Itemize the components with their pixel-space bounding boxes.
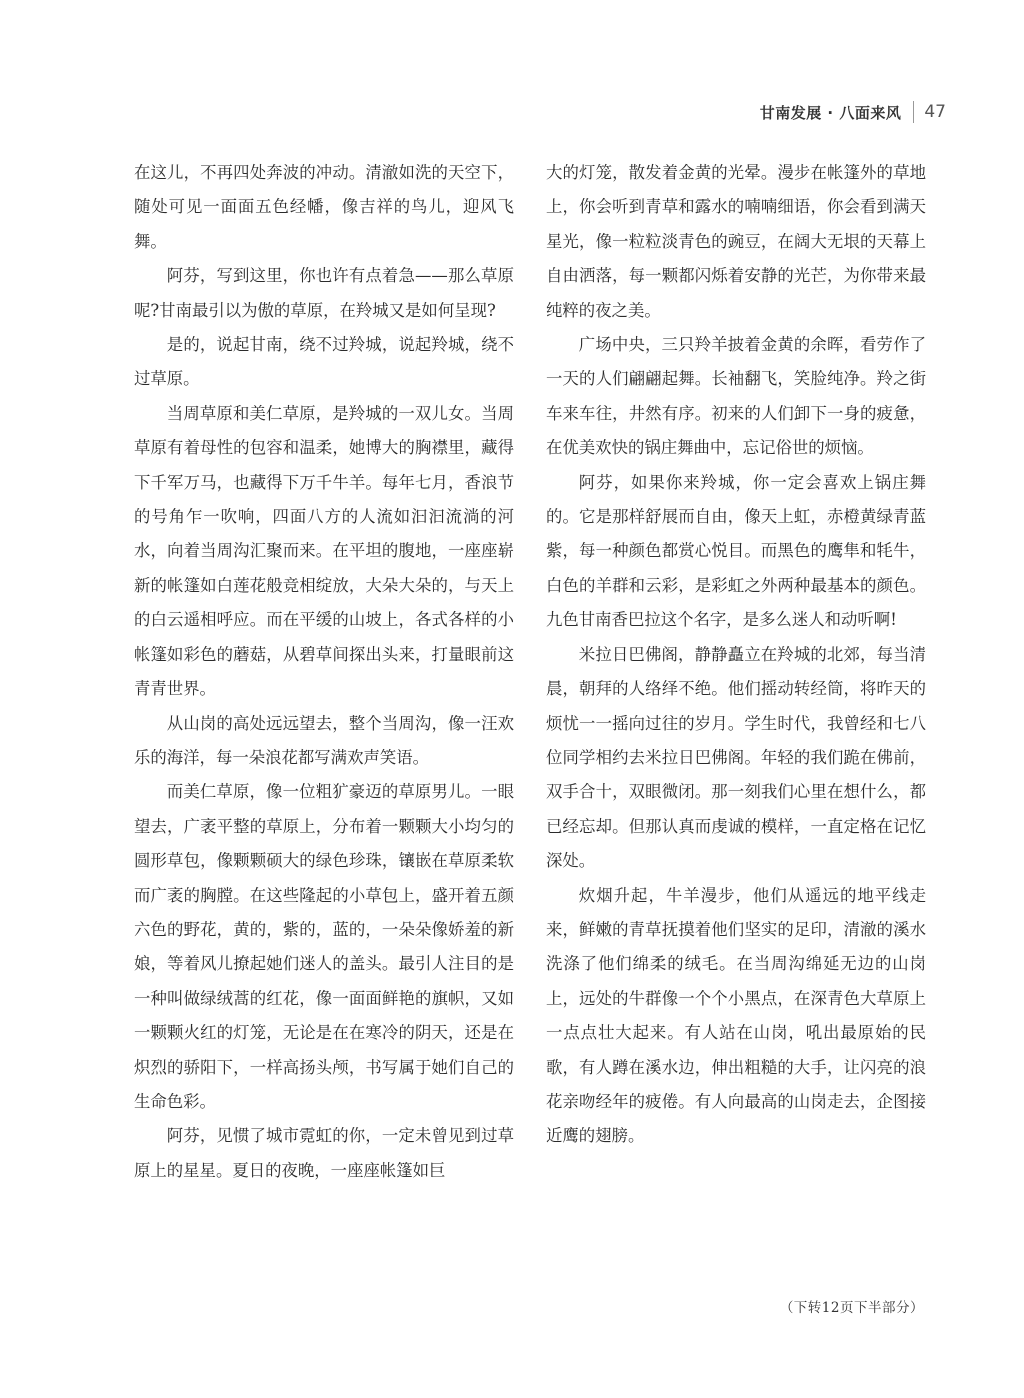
- paragraph: 米拉日巴佛阁，静静矗立在羚城的北郊，每当清晨，朝拜的人络绎不绝。他们摇动转经筒，将昨天的烦忧一一摇向过往的岁月。学生时代，我曾经和七八位同学相约去米拉日巴佛阁。年轻的我们跪在佛前，双手合十，双眼微闭。那一刻我们心里在想什么，都已经忘却。但那认真而虔诚的模样，一直定格在记忆深处。: [546, 644, 926, 871]
- paragraph: 广场中央，三只羚羊披着金黄的余晖，看劳作了一天的人们翩翩起舞。长袖翻飞，笑脸纯净。羚之街车来车往，井然有序。初来的人们卸下一身的疲惫，在优美欢快的锅庄舞曲中，忘记俗世的烦恼。: [546, 335, 926, 458]
- paragraph: 大的灯笼，散发着金黄的光晕。漫步在帐篷外的草地上，你会听到青草和露水的喃喃细语，你会看到满天星光，像一粒粒淡青色的豌豆，在阔大无垠的天幕上自由洒落，每一颗都闪烁着安静的光芒，为你带来最纯粹的夜之美。: [546, 163, 926, 320]
- paragraph: 当周草原和美仁草原，是羚城的一双儿女。当周草原有着母性的包容和温柔，她博大的胸襟里，藏得下千军万马，也藏得下万千牛羊。每年七月，香浪节的号角乍一吹响，四面八方的人流如汩汩流淌的河水，向着当周沟汇聚而来。在平坦的腹地，一座座崭新的帐篷如白莲花般竞相绽放，大朵大朵的，与天上的白云遥相呼应。而在平缓的山坡上，各式各样的小帐篷如彩色的蘑菇，从碧草间探出头来，打量眼前这青青世界。: [134, 403, 514, 699]
- paragraph: 阿芬，如果你来羚城，你一定会喜欢上锅庄舞的。它是那样舒展而自由，像天上虹，赤橙黄绿青蓝紫，每一种颜色都赏心悦目。而黑色的鹰隼和牦牛，白色的羊群和云彩，是彩虹之外两种最基本的颜色。九色甘南香巴拉这个名字，是多么迷人和动听啊!: [546, 472, 926, 630]
- right-column: [546, 156, 926, 1154]
- running-header: [760, 98, 946, 126]
- paragraph: 是的，说起甘南，绕不过羚城，说起羚城，绕不过草原。: [134, 335, 514, 389]
- paragraph: 阿芬，写到这里，你也许有点着急——那么草原呢?甘南最引以为傲的草原，在羚城又是如何呈现?: [134, 266, 514, 320]
- header-divider: [913, 101, 914, 123]
- paragraph: 在这儿，不再四处奔波的冲动。清澈如洗的天空下，随处可见一面面五色经幡，像吉祥的鸟儿，迎风飞舞。: [134, 163, 514, 251]
- section-title: 甘南发展 · 八面来风: [759, 103, 902, 122]
- paragraph: 阿芬，见惯了城市霓虹的你，一定未曾见到过草原上的星星。夏日的夜晚，一座座帐篷如巨: [134, 1126, 514, 1180]
- left-column: [134, 156, 514, 1188]
- paragraph: 炊烟升起，牛羊漫步，他们从遥远的地平线走来，鲜嫩的青草抚摸着他们坚实的足印，清澈的溪水洗涤了他们绵柔的绒毛。在当周沟绵延无边的山岗上，远处的牛群像一个个小黑点，在深青色大草原上一点点壮大起来。有人站在山岗，吼出最原始的民歌，有人蹲在溪水边，伸出粗糙的大手，让闪亮的浪花亲吻经年的疲倦。有人向最高的山岗走去，企图接近鹰的翅膀。: [546, 885, 926, 1146]
- paragraph: 而美仁草原，像一位粗犷豪迈的草原男儿。一眼望去，广袤平整的草原上，分布着一颗颗大小均匀的圆形草包，像颗颗硕大的绿色珍珠，镶嵌在草原柔软而广袤的胸膛。在这些隆起的小草包上，盛开着五颜六色的野花，黄的，紫的，蓝的，一朵朵像娇羞的新娘，等着风儿撩起她们迷人的盖头。最引人注目的是一种叫做绿绒蒿的红花，像一面面鲜艳的旗帜，又如一颗颗火红的灯笼，无论是在在寒冷的阴天，还是在炽烈的骄阳下，一样高扬头颅，书写属于她们自己的生命色彩。: [134, 782, 514, 1111]
- paragraph: 从山岗的高处远远望去，整个当周沟，像一汪欢乐的海洋，每一朵浪花都写满欢声笑语。: [134, 713, 514, 767]
- continuation-note: （下转12页下半部分）: [779, 1300, 924, 1316]
- page-number: 47: [924, 102, 946, 122]
